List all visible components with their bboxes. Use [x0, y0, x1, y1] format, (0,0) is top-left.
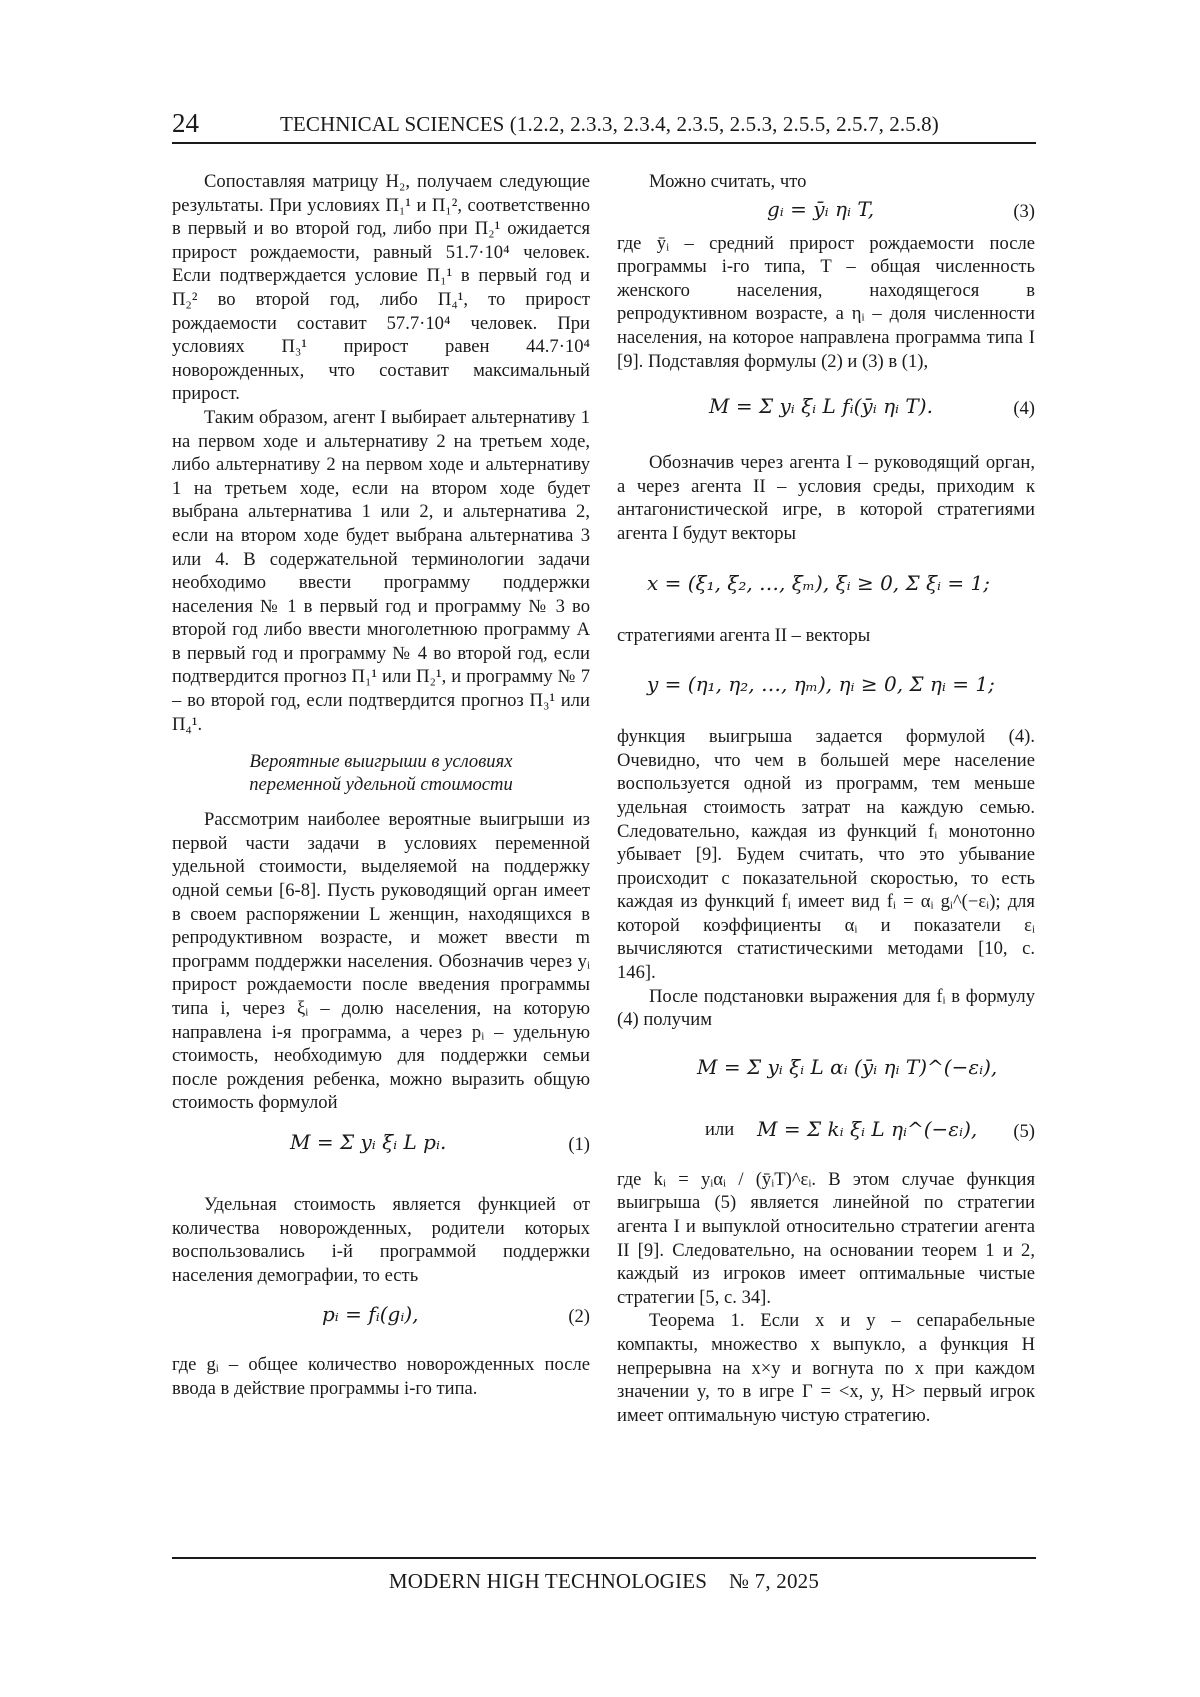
- page-footer: [172, 1557, 1036, 1594]
- subheading-line: Вероятные выигрыши в условиях: [249, 751, 513, 773]
- left-column: [172, 170, 590, 1401]
- equation-number: (3): [1013, 200, 1035, 222]
- paragraph: Удельная стоимость является функцией от количества новорожденных, родители которых воспользовались i-й программой поддержки населения демографии, то есть: [172, 1193, 590, 1286]
- paragraph: Можно считать, что: [649, 171, 807, 192]
- equation-body: M = Σ yᵢ ξᵢ L αᵢ (ȳᵢ ηᵢ T)^(−εᵢ),: [697, 1054, 998, 1079]
- footer-text: [172, 1569, 1036, 1594]
- page-number: 24: [172, 108, 199, 138]
- equation-body: x = (ξ₁, ξ₂, …, ξₘ), ξᵢ ≥ 0, Σ ξᵢ = 1;: [647, 570, 990, 595]
- equation-4: [617, 381, 1035, 443]
- equation-5a: [617, 1040, 1035, 1102]
- paragraph: Сопоставляя матрицу H₂, получаем следующие результаты. При условиях П₁¹ и П₁², соответственно в первый и во второй год, либо при П₂¹ ожидается прирост рождаемости, равный 51.7·10⁴ человек. Если подтверждается условие П₁¹ в первый год и П₂² во второй год, либо П₄¹, то прирост рождаемости составит 57.7·10⁴ человек. При условиях П₃¹ прирост равен 44.7·10⁴ новорожденных, что составит максимальный прирост.: [172, 171, 590, 405]
- equation-or: или: [705, 1118, 735, 1140]
- equation-5b: [617, 1110, 1035, 1160]
- equation-x: [617, 554, 1035, 616]
- subheading-line: переменной удельной стоимости: [249, 774, 513, 796]
- paragraph: Обозначив через агента I – руководящий орган, а через агента II – условия среды, приходим к антагонистической игре, в которой стратегиями агента I будут векторы: [617, 452, 1035, 544]
- equation-number: (4): [1013, 398, 1035, 420]
- page-header: [172, 106, 1036, 144]
- equation-body: M = Σ yᵢ ξᵢ L fᵢ(ȳᵢ ηᵢ T).: [709, 394, 933, 419]
- paragraph: где ȳᵢ – средний прирост рождаемости после программы i-го типа, T – общая численность женского населения, находящегося в репродуктивном возрасте, а ηᵢ – доля численности населения, на которое направлена программа типа I [9]. Подставляя формулы (2) и (3) в (1),: [617, 232, 1035, 372]
- equation-2: [172, 1295, 590, 1345]
- equation-y: [617, 655, 1035, 717]
- journal-name: MODERN HIGH TECHNOLOGIES: [388, 1569, 708, 1593]
- section-title: TECHNICAL SCIENCES (1.2.2, 2.3.3, 2.3.4, 2.3.5, 2.5.3, 2.5.5, 2.5.7, 2.5.8): [280, 112, 939, 136]
- equation-number: (2): [568, 1306, 590, 1328]
- paragraph: Рассмотрим наиболее вероятные выигрыши из первой части задачи в условиях переменной удельной стоимости, выделяемой на поддержку одной семьи [6-8]. Пусть руководящий орган имеет в своем распоряжении L женщин, находящихся в репродуктивном возрасте, и может ввести m программ поддержки населения. Обозначив через yᵢ прирост рождаемости после введения программы типа i, через ξᵢ – долю населения, на которую направлена i-я программа, а через pᵢ – удельную стоимость, необходимую для поддержки семьи после рождения ребенка, можно выразить общую стоимость формулой: [172, 809, 590, 1114]
- paragraph: Таким образом, агент I выбирает альтернативу 1 на первом ходе и альтернативу 2 на третьем ходе, либо альтернативу 2 на первом ходе и альтернативу 1 на третьем ходе, если на втором ходе будет выбрана альтернатива 1 или 2, и альтернатива 2, если на втором ходе будет выбрана альтернатива 3 или 4. В содержательной терминологии задачи необходимо ввести программу поддержки населения № 1 в первый год и программу № 3 во второй год либо ввести многолетнюю программу А в первый год и программу № 4 во второй год, если подтвердится прогноз П₁¹ или П₂¹, и программу № 7 – во второй год, если подтвердится прогноз П₃¹ или П₄¹.: [172, 406, 590, 735]
- right-column: [617, 170, 1035, 1427]
- paragraph: После подстановки выражения для fᵢ в формулу (4) получим: [617, 985, 1035, 1031]
- equation-body: y = (η₁, η₂, …, ηₘ), ηᵢ ≥ 0, Σ ηᵢ = 1;: [647, 672, 995, 697]
- issue-number: № 7, 2025: [728, 1569, 820, 1593]
- equation-number: (5): [1013, 1120, 1035, 1142]
- equation-3: [617, 196, 1035, 230]
- equation-body: pᵢ = fᵢ(gᵢ),: [322, 1302, 419, 1327]
- equation-body: M = Σ yᵢ ξᵢ L pᵢ.: [290, 1129, 447, 1154]
- paragraph: где gᵢ – общее количество новорожденных после ввода в действие программы i-го типа.: [172, 1354, 590, 1399]
- subheading: [172, 750, 590, 796]
- equation-number: (1): [568, 1133, 590, 1155]
- equation-body: M = Σ kᵢ ξᵢ L ηᵢ^(−εᵢ),: [757, 1116, 978, 1141]
- paragraph: стратегиями агента II – векторы: [617, 624, 871, 646]
- paragraph: где kᵢ = yᵢαᵢ / (ȳᵢT)^εᵢ. В этом случае функция выигрыша (5) является линейной по стратегии агента I и выпуклой относительно стратегии агента II [9]. Следовательно, на основании теорем 1 и 2, каждый из игроков имеет оптимальные чистые стратегии [5, с. 34].: [617, 1168, 1035, 1308]
- paragraph: Теорема 1. Если x и y – сепарабельные компакты, множество x выпукло, а функция H непрерывна на x×y и вогнута по x при каждом значении y, то в игре Г = <x, y, H> первый игрок имеет оптимальную чистую стратегию.: [617, 1310, 1035, 1426]
- paragraph: функция выигрыша задается формулой (4). Очевидно, что чем в большей мере население воспользуется одной из программ, тем меньше удельная стоимость затрат на каждую семью. Следовательно, каждая из функций fᵢ монотонно убывает [9]. Будем считать, что это убывание происходит с показательной скоростью, то есть каждая из функций fᵢ имеет вид fᵢ = αᵢ gᵢ^(−εᵢ); для которой коэффициенты αᵢ и показатели εᵢ вычисляются статистическими методами [10, с. 146].: [617, 726, 1035, 984]
- equation-body: gᵢ = ȳᵢ ηᵢ T,: [767, 196, 875, 221]
- equation-1: [172, 1123, 590, 1185]
